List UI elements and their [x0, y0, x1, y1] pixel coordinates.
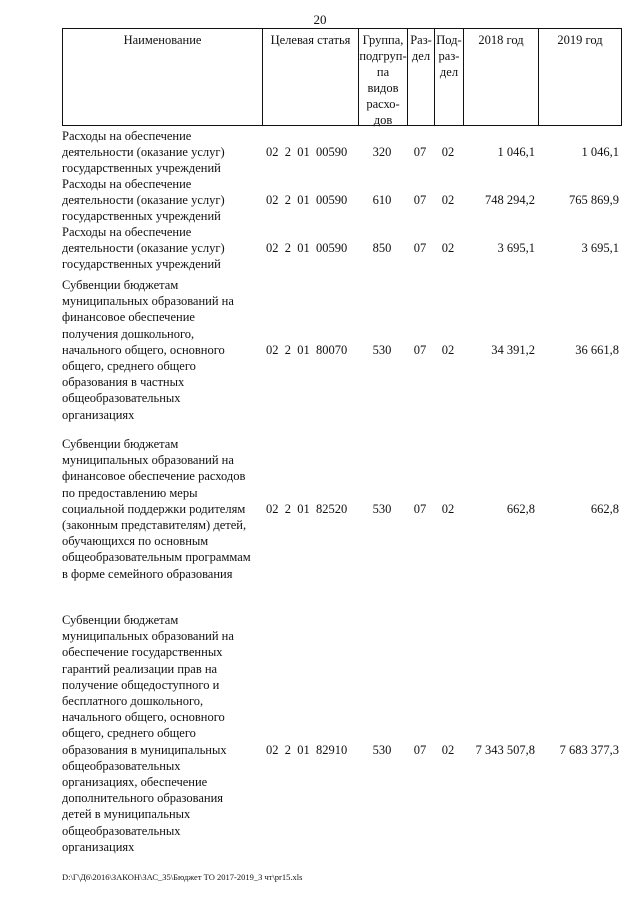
row-razdel: 07 [413, 742, 427, 757]
row-name-line: муниципальных образований на [62, 294, 234, 309]
header-podrazdel: Под- раз- дел [435, 29, 464, 125]
row-code: 02 2 01 82910 [266, 742, 348, 757]
table-row [62, 128, 622, 177]
row-name-line: детей в муниципальных [62, 807, 191, 822]
row-podrazdel: 02 [441, 342, 455, 357]
row-name [62, 176, 262, 225]
row-name-line: обучающихся по основным [62, 534, 209, 549]
row-razdel: 07 [413, 145, 427, 160]
row-name-line: общеобразовательным программам [62, 550, 251, 565]
row-group: 610 [372, 193, 392, 208]
row-podrazdel: 02 [441, 241, 455, 256]
row-name-line: общеобразовательных [62, 758, 181, 773]
row-name-line: Субвенции бюджетам [62, 278, 179, 292]
row-group: 530 [372, 501, 392, 516]
row-name [62, 612, 262, 855]
row-name-line: муниципальных образований на [62, 453, 234, 468]
row-name [62, 128, 262, 177]
row-name-line: бесплатного дошкольного, [62, 694, 204, 709]
row-y2019: 36 661,8 [575, 342, 619, 357]
row-y2019: 662,8 [590, 501, 619, 516]
row-y2018: 3 695,1 [497, 241, 535, 256]
row-y2018: 1 046,1 [497, 145, 535, 160]
footer-file-path: D:\Г\Д6\2016\ЗАКОН\ЗАС_35\Бюджет ТО 2017-2019_3 чт\pr15.xls [62, 872, 303, 882]
row-name-line: государственных учреждений [62, 209, 221, 224]
row-code: 02 2 01 00590 [266, 145, 348, 160]
row-name-line: деятельности (оказание услуг) [62, 241, 225, 256]
row-name-line: получение общедоступного и [62, 677, 220, 692]
row-podrazdel: 02 [441, 145, 455, 160]
table-header [62, 28, 622, 126]
header-target: Целевая статья [263, 29, 359, 125]
row-name [62, 277, 262, 423]
row-name [62, 436, 262, 582]
row-y2019: 1 046,1 [581, 145, 619, 160]
row-name-line: гарантий реализации прав на [62, 661, 218, 676]
row-razdel: 07 [413, 342, 427, 357]
row-name-line: общеобразовательных [62, 391, 181, 406]
row-podrazdel: 02 [441, 193, 455, 208]
row-group: 320 [372, 145, 392, 160]
header-name: Наименование [63, 29, 263, 125]
row-y2019: 3 695,1 [581, 241, 619, 256]
row-group: 530 [372, 742, 392, 757]
row-razdel: 07 [413, 193, 427, 208]
row-name-line: Субвенции бюджетам [62, 613, 179, 627]
row-podrazdel: 02 [441, 501, 455, 516]
row-podrazdel: 02 [441, 742, 455, 757]
row-y2018: 7 343 507,8 [475, 742, 535, 757]
row-name-line: организациях, обеспечение [62, 775, 208, 790]
row-name-line: начального общего, основного [62, 710, 225, 725]
table-row [62, 176, 622, 225]
row-name-line: деятельности (оказание услуг) [62, 145, 225, 160]
header-razdel: Раз- дел [408, 29, 435, 125]
row-name-line: общего, среднего общего [62, 359, 196, 374]
row-name-line: финансовое обеспечение расходов [62, 469, 246, 484]
table-row [62, 224, 622, 273]
row-y2018: 662,8 [506, 501, 535, 516]
row-name-line: государственных учреждений [62, 161, 221, 176]
row-name-line: финансовое обеспечение [62, 310, 195, 325]
row-name-line: деятельности (оказание услуг) [62, 193, 225, 208]
row-group: 850 [372, 241, 392, 256]
row-name-line: Расходы на обеспечение [62, 225, 192, 239]
row-name-line: Субвенции бюджетам [62, 437, 179, 451]
row-name-line: социальной поддержки родителям [62, 501, 246, 516]
row-y2019: 7 683 377,3 [559, 742, 619, 757]
row-name-line: образования в муниципальных [62, 742, 227, 757]
page-number: 20 [313, 12, 327, 27]
row-name-line: организациях [62, 407, 135, 422]
row-name-line: получения дошкольного, [62, 326, 195, 341]
header-2018: 2018 год [464, 29, 539, 125]
header-group: Группа, подгруп- па видов расхо- дов [359, 29, 408, 125]
row-y2019: 765 869,9 [569, 193, 619, 208]
row-name-line: организациях [62, 839, 135, 854]
row-name-line: по предоставлению меры [62, 485, 198, 500]
row-code: 02 2 01 00590 [266, 241, 348, 256]
row-name-line: (законным представителям) детей, [62, 518, 247, 533]
row-name-line: общего, среднего общего [62, 726, 196, 741]
row-y2018: 748 294,2 [485, 193, 535, 208]
row-name-line: муниципальных образований на [62, 629, 234, 644]
row-name-line: общеобразовательных [62, 823, 181, 838]
row-code: 02 2 01 00590 [266, 193, 348, 208]
row-code: 02 2 01 80070 [266, 342, 348, 357]
row-y2018: 34 391,2 [491, 342, 535, 357]
row-name-line: Расходы на обеспечение [62, 177, 192, 191]
row-razdel: 07 [413, 501, 427, 516]
row-name-line: образования в частных [62, 375, 185, 390]
table-row [62, 436, 622, 582]
row-name-line: дополнительного образования [62, 791, 224, 806]
row-name-line: обеспечение государственных [62, 645, 223, 660]
row-name-line: в форме семейного образования [62, 566, 233, 581]
row-code: 02 2 01 82520 [266, 501, 348, 516]
header-2019: 2019 год [557, 33, 603, 47]
table-row [62, 612, 622, 855]
row-name-line: начального общего, основного [62, 342, 225, 357]
row-group: 530 [372, 342, 392, 357]
table-row [62, 277, 622, 423]
row-name-line: Расходы на обеспечение [62, 129, 192, 143]
row-name-line: государственных учреждений [62, 257, 221, 272]
row-razdel: 07 [413, 241, 427, 256]
row-name [62, 224, 262, 273]
